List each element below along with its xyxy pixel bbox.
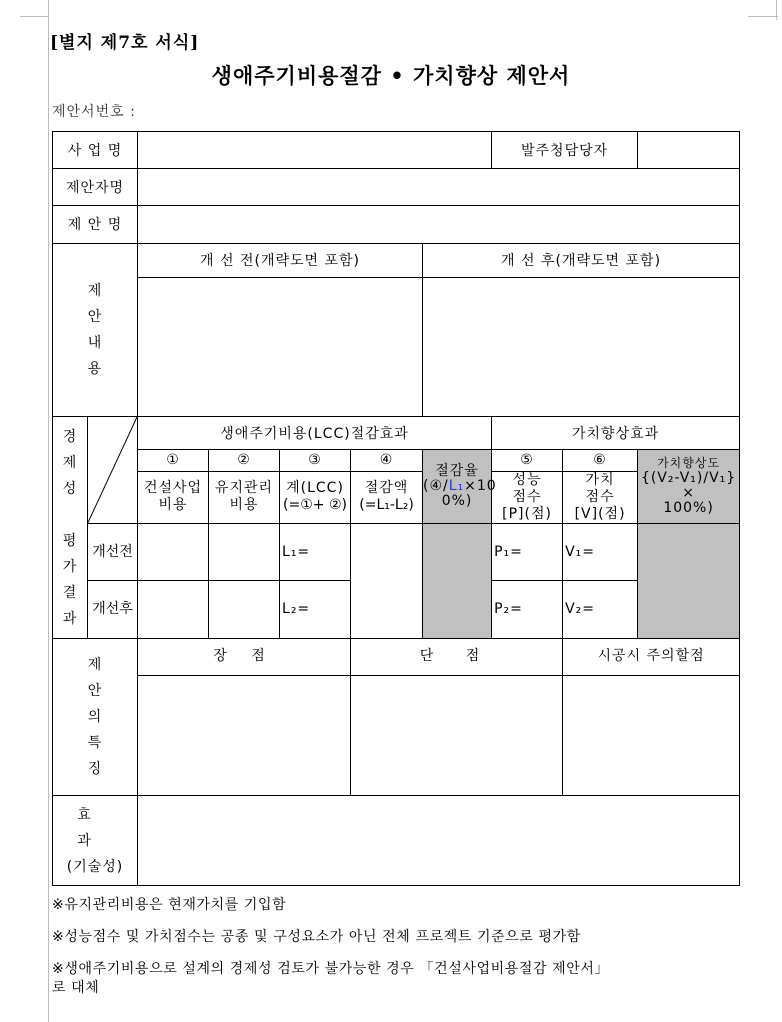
savings-rate-formula-l1: L₁ — [448, 477, 465, 494]
diagonal-line — [88, 417, 137, 523]
project-name-label: 사 업 명 — [53, 132, 138, 169]
proposal-features-label — [53, 638, 138, 796]
features-label-char: 의 — [87, 709, 103, 725]
after-construction-cost-field[interactable] — [138, 581, 209, 638]
col-4-number: ④ — [351, 449, 423, 471]
col-label: 점수 — [585, 488, 615, 505]
after-maintenance-cost-field[interactable] — [209, 581, 280, 638]
col-label: (=①+ ②) — [283, 497, 347, 514]
proposal-number-label: 제안서번호 : — [52, 104, 136, 120]
value-improvement-rate-header — [638, 449, 740, 523]
notes-section — [52, 896, 752, 1011]
before-row-label: 개선전 — [88, 524, 138, 581]
savings-rate-field[interactable] — [423, 524, 492, 639]
features-label-char: 징 — [87, 761, 103, 777]
order-manager-label: 발주청담당자 — [492, 132, 638, 169]
lcc-savings-header: 생애주기비용(LCC)절감효과 — [138, 417, 492, 449]
before-improvement-field[interactable] — [138, 277, 423, 417]
before-construction-cost-field[interactable] — [138, 524, 209, 581]
savings-rate-formula: 0%) — [441, 492, 473, 509]
col-1-number: ① — [138, 449, 209, 471]
features-label-char: 특 — [87, 735, 103, 751]
savings-amount-field[interactable] — [351, 524, 423, 639]
performance-score-after-field[interactable]: P₂= — [492, 581, 563, 638]
features-label-char: 안 — [87, 683, 103, 699]
content-label-char: 용 — [87, 361, 103, 378]
col-5-number: ⑤ — [492, 449, 563, 471]
page-margin-guide-top-right — [748, 16, 778, 17]
document-title: 생애주기비용절감 • 가치향상 제안서 — [211, 64, 571, 88]
proposer-name-field[interactable] — [138, 169, 740, 206]
col-2-number: ② — [209, 449, 280, 471]
content-label-char: 제 — [87, 283, 103, 300]
proposer-name-label: 제안자명 — [53, 169, 138, 206]
note-item: ※성능점수 및 가치점수는 공종 및 구성요소가 아닌 전체 프로젝트 기준으로 평가함 — [52, 929, 581, 945]
savings-rate-formula: ×10 — [464, 477, 497, 494]
maintenance-cost-header — [209, 471, 280, 523]
economy-evaluation-label — [53, 417, 88, 638]
weaknesses-field[interactable] — [351, 675, 563, 796]
content-label-char: 내 — [87, 335, 103, 352]
project-name-field[interactable] — [138, 132, 492, 169]
proposal-content-label — [53, 243, 138, 417]
performance-score-before-field[interactable]: P₁= — [492, 524, 563, 581]
note-item: ※생애주기비용으로 설계의 경제성 검토가 불가능한 경우 「건설사업비용절감 제안서」 로 대체 — [52, 961, 610, 996]
before-improvement-header: 개 선 전(개략도면 포함) — [138, 243, 423, 277]
economy-label-char: 경 — [62, 428, 78, 445]
proposal-form-table — [52, 131, 740, 886]
economy-label-char: 과 — [62, 610, 78, 627]
form-number-label: [별지 제7호 서식] — [50, 33, 200, 53]
value-score-after-field[interactable]: V₂= — [563, 581, 638, 638]
value-score-before-field[interactable]: V₁= — [563, 524, 638, 581]
col-6-number: ⑥ — [563, 449, 638, 471]
effect-label — [53, 796, 138, 886]
features-label-char: 제 — [87, 657, 103, 673]
effect-label-sub: (기술성) — [66, 858, 124, 875]
after-improvement-field[interactable] — [423, 277, 740, 417]
cautions-field[interactable] — [563, 675, 740, 796]
col-label: 비용 — [158, 497, 188, 514]
col-label: (=L₁-L₂) — [359, 497, 414, 514]
col-label: [P](점) — [502, 505, 552, 522]
after-improvement-header: 개 선 후(개략도면 포함) — [423, 243, 740, 277]
col-label: 절감액 — [364, 480, 409, 497]
col-label: 계(LCC) — [286, 480, 344, 497]
cautions-header: 시공시 주의할점 — [563, 638, 740, 675]
page-margin-guide-right — [776, 0, 777, 20]
economy-label-char: 가 — [62, 558, 78, 575]
effect-label-text: 효 과 — [77, 806, 113, 849]
value-rate-formula: {(V₂-V₁)/V₁}× — [640, 470, 737, 502]
value-rate-label: 가치향상도 — [657, 456, 721, 471]
col-label: [V](점) — [574, 505, 626, 522]
savings-rate-label: 절감율 — [435, 462, 479, 479]
content-label-char: 안 — [87, 309, 103, 326]
col-label: 유지관리 — [214, 480, 274, 497]
economy-label-char: 제 — [62, 454, 78, 471]
performance-score-header — [492, 471, 563, 523]
col-label: 점수 — [512, 488, 542, 505]
lcc-total-header — [280, 471, 351, 523]
before-maintenance-cost-field[interactable] — [209, 524, 280, 581]
strengths-field[interactable] — [138, 675, 351, 796]
value-improvement-rate-field[interactable] — [638, 524, 740, 639]
col-label: 가치 — [585, 471, 615, 488]
economy-label-char: 성 — [62, 480, 78, 497]
col-label: 건설사업 — [143, 480, 203, 497]
col-3-number: ③ — [280, 449, 351, 471]
savings-rate-header — [423, 449, 497, 523]
economy-label-char: 결 — [62, 584, 78, 601]
savings-rate-formula: (④/ — [423, 477, 449, 494]
value-score-header — [563, 471, 638, 523]
diagonal-header-cell — [88, 417, 138, 524]
construction-cost-header — [138, 471, 209, 523]
page-margin-guide-left — [48, 0, 49, 1022]
proposal-name-field[interactable] — [138, 206, 740, 243]
savings-amount-header — [351, 471, 423, 523]
value-rate-formula: 100%) — [663, 500, 714, 517]
effect-field[interactable] — [138, 796, 740, 886]
weaknesses-header: 단 점 — [351, 638, 563, 675]
page-margin-guide-top-left — [20, 16, 48, 17]
col-label: 비용 — [229, 497, 259, 514]
lcc-before-field[interactable]: L₁= — [280, 524, 351, 581]
after-row-label: 개선후 — [88, 581, 138, 638]
proposal-name-label: 제 안 명 — [53, 206, 138, 243]
note-item: ※유지관리비용은 현재가치를 기입함 — [52, 897, 287, 913]
lcc-after-field[interactable]: L₂= — [280, 581, 351, 638]
value-improvement-header: 가치향상효과 — [492, 417, 740, 449]
col-label: 성능 — [512, 471, 542, 488]
economy-label-char: 평 — [62, 532, 78, 549]
strengths-header: 장 점 — [138, 638, 351, 675]
order-manager-field[interactable] — [638, 132, 740, 169]
